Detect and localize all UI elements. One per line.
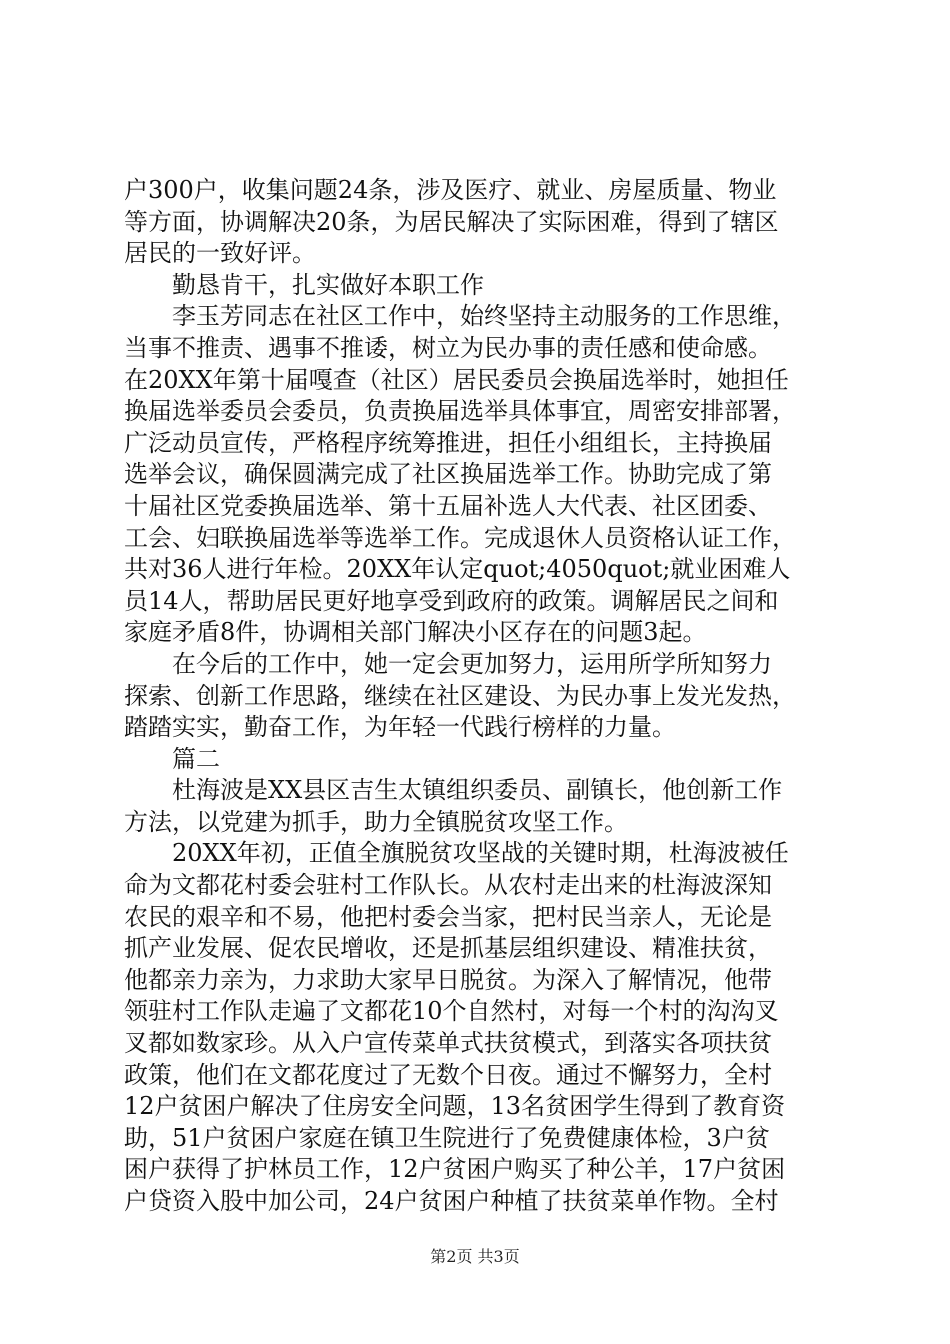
- text-line: 农民的艰辛和不易，他把村委会当家，把村民当亲人，无论是: [124, 902, 772, 931]
- text-line: 选举会议，确保圆满完成了社区换届选举工作。协助完成了第: [124, 460, 772, 489]
- text-line: 助，51户贫困户家庭在镇卫生院进行了免费健康体检，3户贫: [124, 1123, 770, 1152]
- text-line: 换届选举委员会委员，负责换届选举具体事宜，周密安排部署，: [124, 397, 796, 426]
- text-line: 他都亲力亲为，力求助大家早日脱贫。为深入了解情况，他带: [124, 965, 772, 994]
- text-line: 篇二: [124, 744, 220, 773]
- text-line: 户300户，收集问题24条，涉及医疗、就业、房屋质量、物业: [124, 176, 777, 204]
- text-line: 杜海波是XX县区吉生太镇组织委员、副镇长，他创新工作: [124, 776, 783, 805]
- page-footer: 第2页 共3页: [430, 1247, 520, 1266]
- text-line: 当事不推责、遇事不推诿，树立为民办事的责任感和使命感。: [124, 333, 772, 362]
- text-line: 户贷资入股中加公司，24户贫困户种植了扶贫菜单作物。全村: [124, 1187, 779, 1215]
- text-line: 家庭矛盾8件，协调相关部门解决小区存在的问题3起。: [124, 618, 707, 647]
- text-line: 领驻村工作队走遍了文都花10个自然村，对每一个村的沟沟叉: [124, 997, 779, 1026]
- text-line: 踏踏实实，勤奋工作，为年轻一代践行榜样的力量。: [124, 713, 676, 742]
- text-line: 居民的一致好评。: [124, 239, 316, 268]
- text-line: 20XX年初，正值全旗脱贫攻坚战的关键时期，杜海波被任: [124, 839, 789, 868]
- text-line: 工会、妇联换届选举等选举工作。完成退休人员资格认证工作，: [124, 523, 796, 552]
- body-text: [124, 175, 836, 1218]
- text-line: 叉都如数家珍。从入户宣传菜单式扶贫模式，到落实各项扶贫: [124, 1029, 772, 1058]
- text-line: 李玉芳同志在社区工作中，始终坚持主动服务的工作思维，: [124, 302, 796, 331]
- text-line: 勤恳肯干，扎实做好本职工作: [124, 270, 484, 299]
- text-line: 在20XX年第十届嘎查（社区）居民委员会换届选举时，她担任: [124, 365, 789, 394]
- text-line: 等方面，协调解决20条，为居民解决了实际困难，得到了辖区: [124, 207, 779, 236]
- text-line: 在今后的工作中，她一定会更加努力，运用所学所知努力: [124, 649, 772, 678]
- text-line: 命为文都花村委会驻村工作队长。从农村走出来的杜海波深知: [124, 871, 772, 900]
- text-line: 员14人，帮助居民更好地享受到政府的政策。调解居民之间和: [124, 586, 779, 615]
- text-line: 12户贫困户解决了住房安全问题，13名贫困学生得到了教育资: [124, 1092, 786, 1121]
- text-line: 广泛动员宣传，严格程序统筹推进，担任小组组长，主持换届: [124, 428, 772, 457]
- text-line: 困户获得了护林员工作，12户贫困户购买了种公羊，17户贫困: [124, 1155, 786, 1184]
- text-line: 十届社区党委换届选举、第十五届补选人大代表、社区团委、: [124, 491, 772, 520]
- text-line: 政策，他们在文都花度过了无数个日夜。通过不懈努力，全村: [124, 1060, 772, 1089]
- text-line: 方法，以党建为抓手，助力全镇脱贫攻坚工作。: [124, 807, 628, 836]
- text-line: 共对36人进行年检。20XX年认定quot;4050quot;就业困难人: [124, 555, 791, 584]
- text-line: 抓产业发展、促农民增收，还是抓基层组织建设、精准扶贫，: [124, 934, 772, 963]
- text-line: 探索、创新工作思路，继续在社区建设、为民办事上发光发热，: [124, 681, 796, 710]
